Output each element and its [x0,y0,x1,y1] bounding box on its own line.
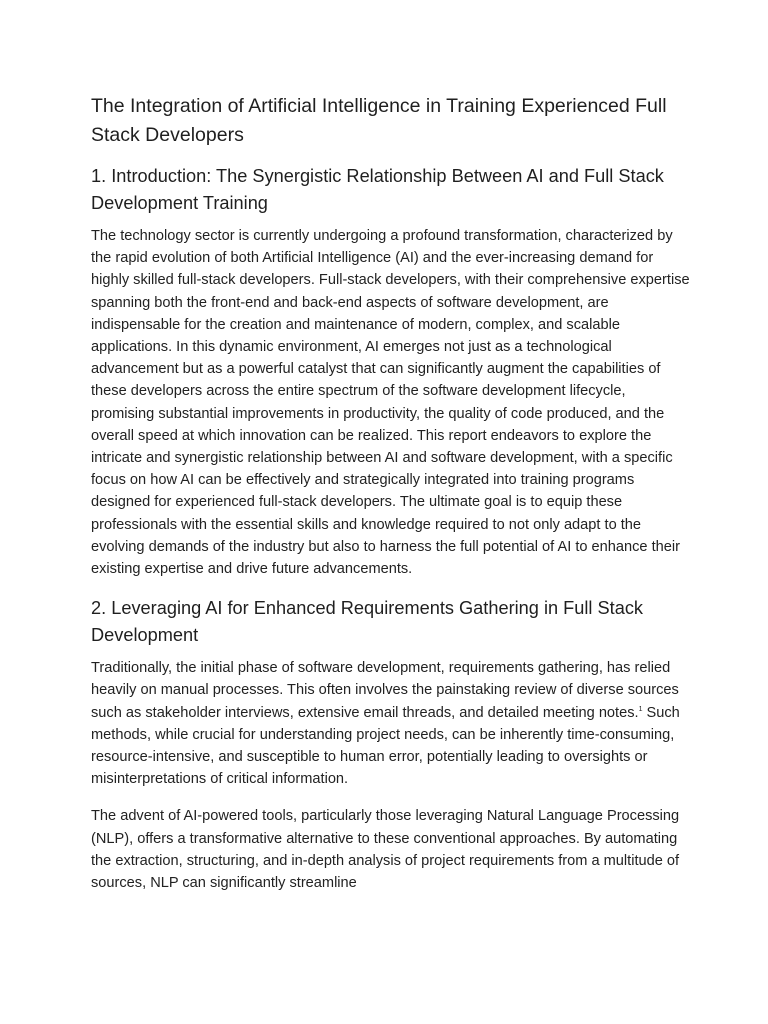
requirements-paragraph-1 [91,657,691,790]
requirements-paragraph-2: The advent of AI-powered tools, particularly those leveraging Natural Language Processing (NLP), offers a transformative alternative to these conventional approaches. By automating the extraction, structuring, and in-depth analysis of project requirements from a multitude of sources, NLP can significantly streamline [91,808,680,892]
introduction-paragraph: The technology sector is currently undergoing a profound transformation, characterized by the rapid evolution of both Artificial Intelligence (AI) and the ever-increasing demand for highly skilled full-stack developers. Full-stack developers, with their comprehensive expertise spanning both the front-end and back-end aspects of software development, are indispensable for the creation and maintenance of modern, complex, and scalable applications. In this dynamic environment, AI emerges not just as a technological advancement but as a powerful catalyst that can significantly augment the capabilities of these developers across the entire spectrum of the software development lifecycle, promising substantial improvements in productivity, the quality of code produced, and the overall speed at which innovation can be realized. This report endeavors to explore the intricate and synergistic relationship between AI and software development, with a specific focus on how AI can be effectively and strategically integrated into training programs designed for experienced full-stack developers. The ultimate goal is to equip these professionals with the essential skills and knowledge required to not only adapt to the evolving demands of the industry but also to harness the full potential of AI to enhance their existing expertise and drive future advancements. [91,228,690,578]
requirements-paragraph-1-text-after-reference: Such methods, while crucial for understanding project needs, can be inherently time-consuming, resource-intensive, and susceptible to human error, potentially leading to oversights or misinterpretations of critical information. [91,704,680,788]
requirements-paragraph-1-text-before-reference: Traditionally, the initial phase of software development, requirements gathering, has relied heavily on manual processes. This often involves the painstaking review of diverse sources such as stakeholder interviews, extensive email threads, and detailed meeting notes. [91,660,679,721]
document-page [91,92,691,894]
section-heading-requirements-gathering: 2. Leveraging AI for Enhanced Requirements Gathering in Full Stack Development [91,598,644,646]
section-heading-introduction: 1. Introduction: The Synergistic Relationship Between AI and Full Stack Development Training [91,166,664,213]
document-title: The Integration of Artificial Intelligence in Training Experienced Full Stack Developers [91,95,667,146]
footnote-reference[interactable]: 1 [638,705,643,713]
